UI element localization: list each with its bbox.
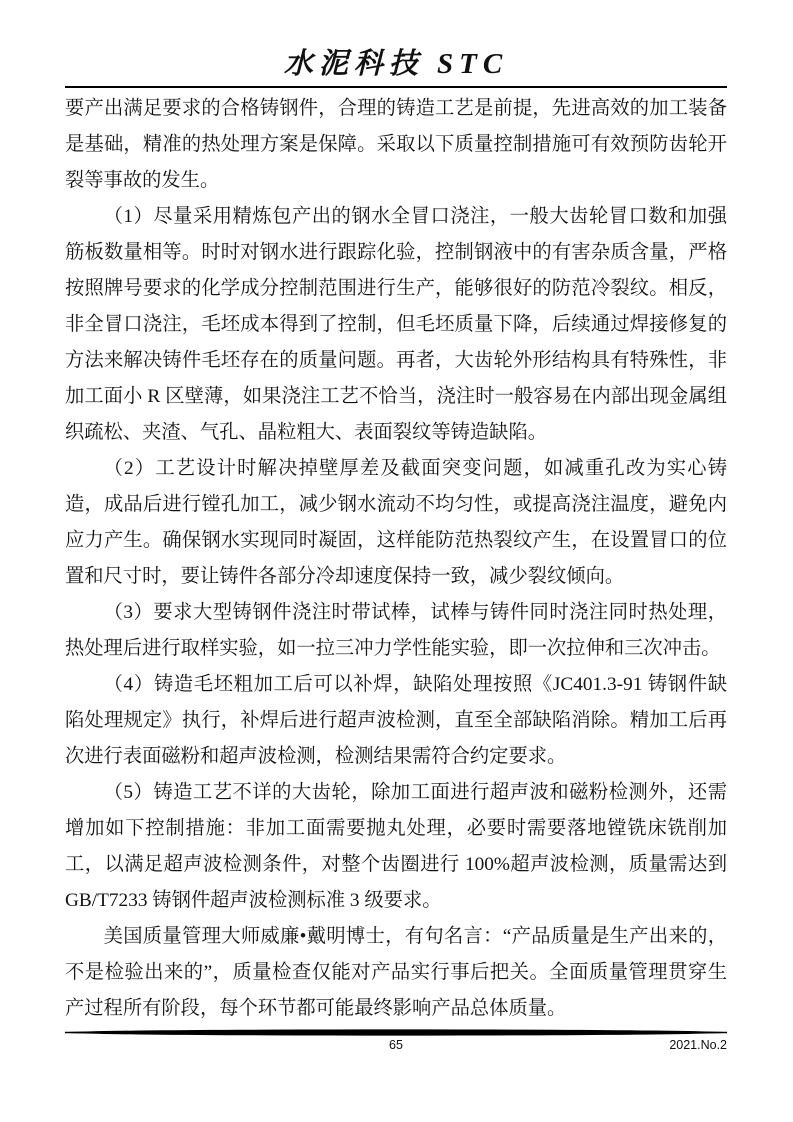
body-paragraph: （4）铸造毛坯粗加工后可以补焊，缺陷处理按照《JC401.3-91 铸钢件缺陷处理规定》执行，补焊后进行超声波检测，直至全部缺陷消除。精加工后再次进行表面磁粉和超声波检测，检测结果需符合约定要求。 bbox=[65, 674, 727, 767]
page-footer bbox=[65, 1028, 727, 1054]
body-paragraph: （5）铸造工艺不详的大齿轮，除加工面进行超声波和磁粉检测外，还需增加如下控制措施：非加工面需要抛丸处理，必要时需要落地镗铣床铣削加工，以满足超声波检测条件，对整个齿圈进行 100%超声波检测，质量需达到 GB/T7233 铸钢件超声波检测标准 3 级要求。 bbox=[65, 782, 727, 911]
body-paragraph: （3）要求大型铸钢件浇注时带试棒，试棒与铸件同时浇注同时热处理，热处理后进行取样实验，如一拉三冲力学性能实验，即一次拉伸和三次冲击。 bbox=[65, 602, 727, 659]
page-number: 65 bbox=[389, 1038, 403, 1052]
body-paragraph: 美国质量管理大师威廉•戴明博士，有句名言：“产品质量是生产出来的，不是检验出来的”，质量检查仅能对产品实行事后把关。全面质量管理贯穿生产过程所有阶段，每个环节都可能最终影响产品总体质量。 bbox=[65, 926, 727, 1019]
journal-title: 水泥科技 STC bbox=[283, 48, 509, 80]
footer-divider bbox=[65, 1028, 727, 1037]
body-paragraph: （2）工艺设计时解决掉壁厚差及截面突变问题，如减重孔改为实心铸造，成品后进行镗孔加工，减少钢水流动不均匀性，或提高浇注温度，避免内应力产生。确保钢水实现同时凝固，这样能防范热裂纹产生，在设置冒口的位置和尺寸时，要让铸件各部分冷却速度保持一致，减少裂纹倾向。 bbox=[65, 458, 727, 587]
body-paragraph: （1）尽量采用精炼包产出的钢水全冒口浇注，一般大齿轮冒口数和加强筋板数量相等。时时对钢水进行跟踪化验，控制钢液中的有害杂质含量，严格按照牌号要求的化学成分控制范围进行生产，能够很好的防范冷裂纹。相反，非全冒口浇注，毛坯成本得到了控制，但毛坯质量下降，后续通过焊接修复的方法来解决铸件毛坯存在的质量问题。再者，大齿轮外形结构具有特殊性，非加工面小 R 区壁薄，如果浇注工艺不恰当，浇注时一般容易在内部出现金属组织疏松、夹渣、气孔、晶粒粗大、表面裂纹等铸造缺陷。 bbox=[65, 206, 727, 443]
article-body bbox=[65, 91, 727, 1027]
issue-number: 2021.No.2 bbox=[669, 1038, 727, 1052]
footer-row bbox=[65, 1038, 727, 1054]
header-rule bbox=[65, 86, 727, 88]
body-paragraph: 要产出满足要求的合格铸钢件，合理的铸造工艺是前提，先进高效的加工装备是基础，精准的热处理方案是保障。采取以下质量控制措施可有效预防齿轮开裂等事故的发生。 bbox=[65, 98, 727, 191]
